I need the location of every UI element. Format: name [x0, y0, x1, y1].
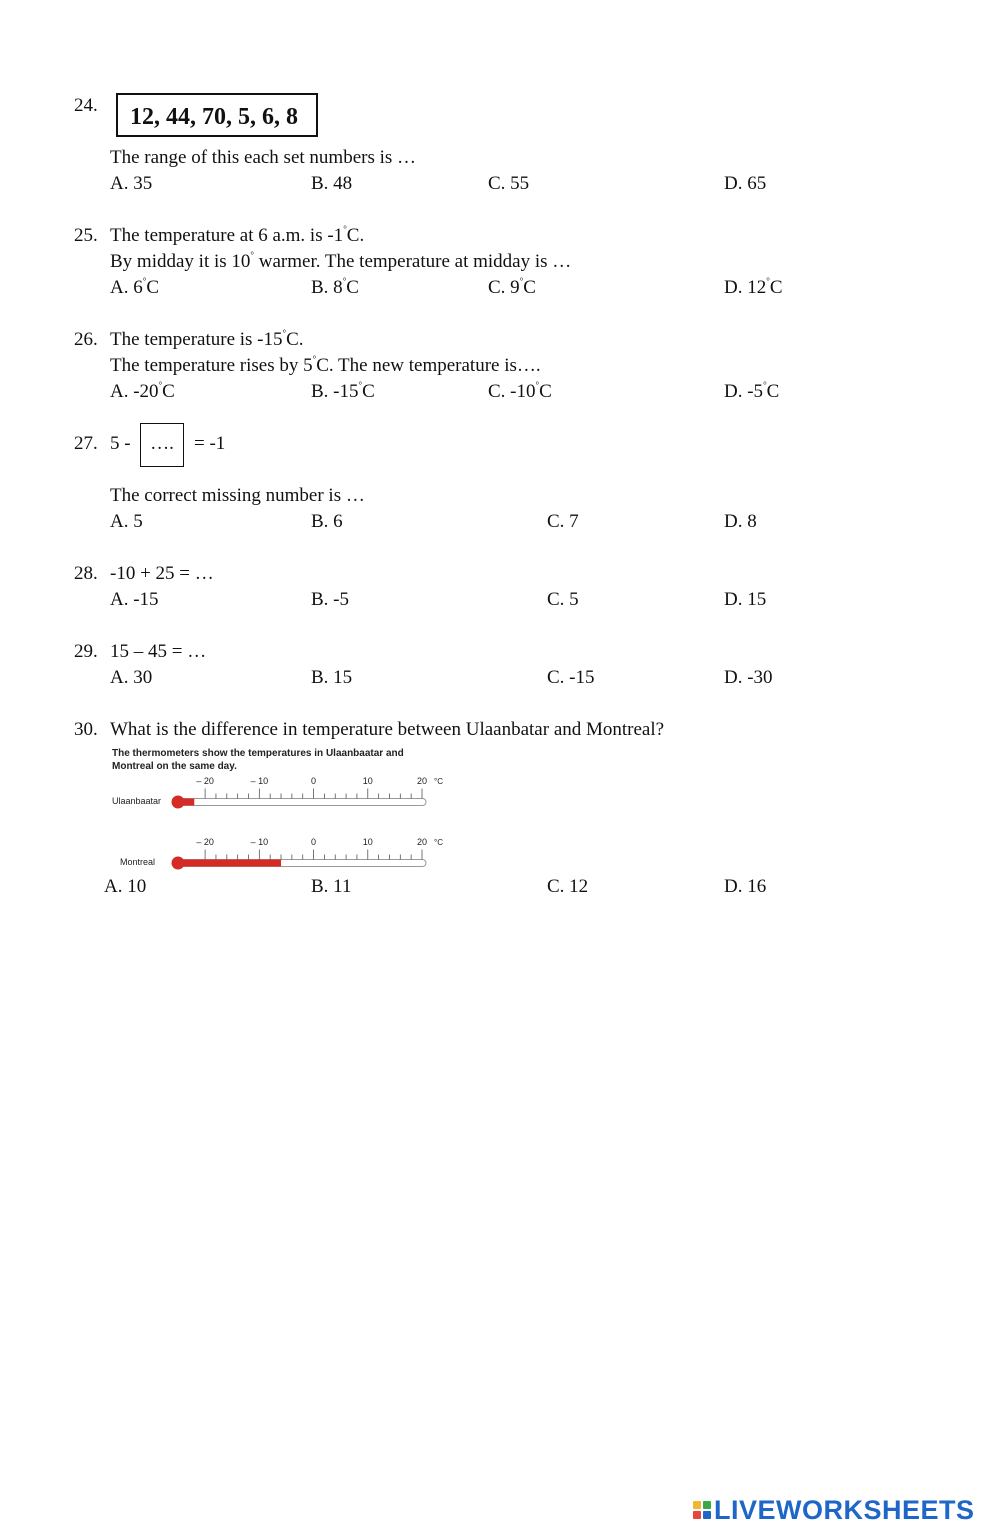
thermometer-bulb: [172, 857, 185, 870]
q25-option-a[interactable]: A. 6°C: [110, 276, 160, 298]
thermometer-label-ulaanbaatar: Ulaanbaatar: [112, 796, 162, 806]
q30-option-b[interactable]: B. 11: [311, 876, 352, 897]
q29-option-b[interactable]: B. 15: [311, 667, 353, 688]
q27-prompt: The correct missing number is …: [110, 485, 365, 506]
q30-prompt: What is the difference in temperature between Ulaanbatar and Montreal?: [110, 719, 665, 740]
unit-label: °C: [434, 777, 443, 786]
q25-option-c[interactable]: C. 9°C: [488, 276, 536, 298]
q28-option-d[interactable]: D. 15: [724, 589, 767, 610]
q27-option-c[interactable]: C. 7: [547, 511, 579, 532]
q25-number: 25.: [74, 225, 98, 246]
thermometer-bulb: [172, 796, 185, 809]
q28-option-c[interactable]: C. 5: [547, 589, 579, 610]
q28-option-a[interactable]: A. -15: [110, 589, 159, 610]
q25-line1: The temperature at 6 a.m. is -1°C.: [110, 224, 365, 246]
scale-label: 10: [362, 776, 373, 786]
scale-label: – 10: [250, 837, 269, 847]
liveworksheets-logo: [693, 1495, 975, 1525]
q27-equation-left: 5 -: [110, 433, 131, 454]
q26-line1: The temperature is -15°C.: [110, 328, 304, 350]
thermometer-caption-line2: Montreal on the same day.: [112, 761, 237, 772]
q29-option-a[interactable]: A. 30: [110, 667, 153, 688]
q28-option-b[interactable]: B. -5: [311, 589, 349, 610]
q26-option-d[interactable]: D. -5°C: [724, 380, 780, 402]
q24-prompt: The range of this each set numbers is …: [110, 147, 417, 168]
q27-option-d[interactable]: D. 8: [724, 511, 757, 532]
q28-prompt: -10 + 25 = …: [110, 563, 214, 584]
q27-equation-right: = -1: [194, 433, 226, 454]
q28-number: 28.: [74, 563, 98, 584]
unit-label: °C: [434, 838, 443, 847]
q24-option-d[interactable]: D. 65: [724, 173, 767, 194]
scale-label: 20: [416, 837, 428, 847]
q24-option-c[interactable]: C. 55: [488, 173, 530, 194]
q26-option-c[interactable]: C. -10°C: [488, 380, 552, 402]
q27-option-b[interactable]: B. 6: [311, 511, 343, 532]
logo-mark-icon: [693, 1501, 711, 1519]
q27-number: 27.: [74, 433, 98, 454]
scale-label: 0: [311, 837, 317, 847]
q25-line2: By midday it is 10° warmer. The temperature at midday is …: [110, 250, 572, 272]
q27-blank-box: ….: [140, 423, 184, 467]
q25-option-b[interactable]: B. 8°C: [311, 276, 359, 298]
scale-label: – 10: [250, 776, 269, 786]
scale-label: 10: [362, 837, 373, 847]
scale-label: 0: [311, 776, 317, 786]
q24-option-b[interactable]: B. 48: [311, 173, 353, 194]
q24-number-set: 12, 44, 70, 5, 6, 8: [116, 93, 318, 137]
q29-option-d[interactable]: D. -30: [724, 667, 773, 688]
q30-option-c[interactable]: C. 12: [547, 876, 589, 897]
q24-option-a[interactable]: A. 35: [110, 173, 153, 194]
q26-option-a[interactable]: A. -20°C: [110, 380, 175, 402]
q29-number: 29.: [74, 641, 98, 662]
scale-label: – 20: [196, 776, 214, 786]
q26-number: 26.: [74, 329, 98, 350]
q29-prompt: 15 – 45 = …: [110, 641, 207, 662]
scale-label: – 20: [196, 837, 214, 847]
mercury-fill: [178, 860, 281, 867]
q29-option-c[interactable]: C. -15: [547, 667, 595, 688]
q30-number: 30.: [74, 719, 98, 740]
q26-option-b[interactable]: B. -15°C: [311, 380, 375, 402]
q25-option-d[interactable]: D. 12°C: [724, 276, 783, 298]
thermometer-label-montreal: Montreal: [120, 857, 156, 867]
q24-number: 24.: [74, 95, 98, 116]
logo-text: LIVEWORKSHEETS: [714, 1494, 975, 1525]
q30-option-d[interactable]: D. 16: [724, 876, 767, 897]
q27-option-a[interactable]: A. 5: [110, 511, 143, 532]
thermometer-montreal: [172, 837, 444, 870]
scale-label: 20: [416, 776, 428, 786]
thermometer-tube: [174, 799, 426, 806]
q26-line2: The temperature rises by 5°C. The new temperature is….: [110, 354, 541, 376]
thermometer-caption-line1: The thermometers show the temperatures in Ulaanbaatar and: [112, 748, 404, 759]
q30-option-a[interactable]: A. 10: [104, 876, 147, 897]
thermometer-ulaanbaatar: [172, 776, 444, 809]
